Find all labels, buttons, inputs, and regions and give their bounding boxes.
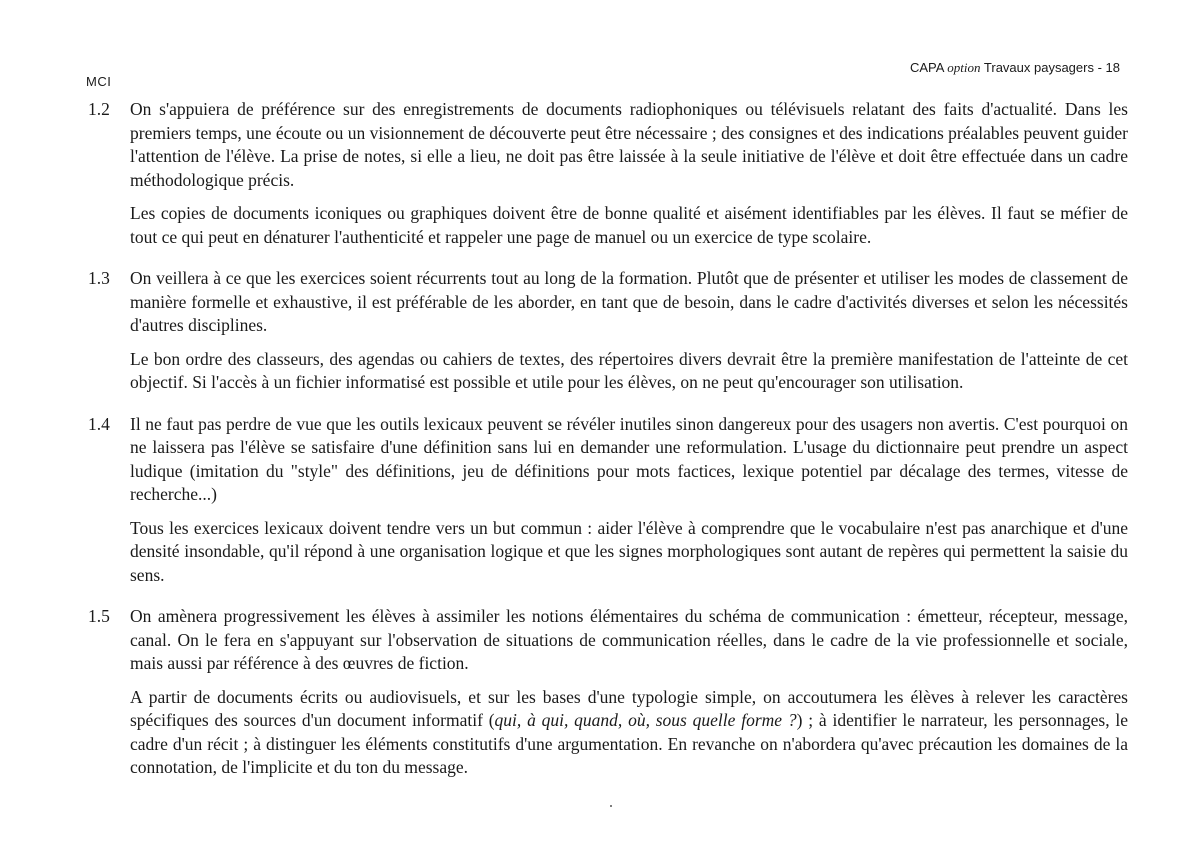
- paragraph: On s'appuiera de préférence sur des enregistrements de documents radiophoniques ou télévisuels relatant des faits d'actualité. Dans les premiers temps, une écoute ou un visionnement de découverte peut être nécessaire ; des consignes et des indications préalables peuvent guider l'attention de l'élève. La prise de notes, si elle a lieu, ne doit pas être laissée à la seule initiative de l'élève et doit être effectuée dans un cadre méthodologique précis.: [130, 99, 1128, 190]
- section-1-2: [88, 98, 1128, 259]
- header-right-option: option: [947, 60, 981, 75]
- section-paragraphs: [130, 605, 1128, 790]
- section-number: 1.5: [88, 606, 110, 626]
- paragraph-italic-questions: qui, à qui, quand, où, sous quelle forme ?: [494, 710, 797, 730]
- paragraph-text-before: A partir de documents écrits ou audiovisuels, et sur les bases d'une typologie simple, on accoutumera les élèves à relever les caractères spécifiques des sources d'un document informatif (: [130, 686, 1128, 730]
- header-right-prefix: CAPA: [909, 60, 944, 75]
- header-right-suffix: Travaux paysagers - 18: [983, 60, 1120, 75]
- section-number: 1.3: [88, 268, 110, 288]
- paragraph: Tous les exercices lexicaux doivent tendre vers un but commun : aider l'élève à comprendre que le vocabulaire n'est pas anarchique et d'une densité insondable, qu'il répond à une organisation logique et que les signes morphologiques sont autant de repères qui permettent la saisie du sens.: [130, 517, 1128, 585]
- paragraph: On amènera progressivement les élèves à assimiler les notions élémentaires du schéma de communication : émetteur, récepteur, message, canal. On le fera en s'appuyant sur l'observation de situations de communication réelles, dans le cadre de la vie professionnelle et sociale, mais aussi par référence à des œuvres de fiction.: [130, 606, 1128, 673]
- header-left-code: MCI: [86, 74, 112, 89]
- paragraph-mixed: [130, 686, 1128, 780]
- section-paragraphs: [130, 98, 1128, 259]
- section-1-5: [88, 605, 1128, 790]
- paragraph: On veillera à ce que les exercices soient récurrents tout au long de la formation. Plutôt que de présenter et utiliser les modes de classement de manière formelle et exhaustive, il est préférable de les aborder, en tant que de besoin, dans le cadre d'activités diverses et selon les nécessités d'autres disciplines.: [130, 268, 1128, 335]
- section-number: 1.4: [88, 413, 110, 434]
- section-paragraphs: [130, 413, 1128, 598]
- section-number: 1.2: [88, 99, 110, 119]
- paragraph-text-after: ) ; à identifier le narrateur, les personnages, le cadre d'un récit ; à distinguer les éléments constitutifs d'une argumentation. En revanche on n'abordera qu'avec précaution les domaines de la connotation, de l'implicite et du ton du message.: [130, 710, 1128, 777]
- header-right: [910, 60, 1120, 76]
- paragraph: Le bon ordre des classeurs, des agendas ou cahiers de textes, des répertoires divers devrait être la première manifestation de l'atteinte de cet objectif. Si l'accès à un fichier informatisé est possible et utile pour les élèves, on ne peut qu'encourager son utilisation.: [130, 348, 1128, 392]
- scan-speck: [610, 805, 612, 807]
- section-1-3: [88, 267, 1128, 405]
- document-body: [88, 98, 1128, 798]
- section-1-4: [88, 413, 1128, 598]
- paragraph: Les copies de documents iconiques ou graphiques doivent être de bonne qualité et aisément identifiables par les élèves. Il faut se méfier de tout ce qui peut en dénaturer l'authenticité et rappeler une page de manuel ou un exercice de type scolaire.: [130, 203, 1128, 247]
- paragraph: Il ne faut pas perdre de vue que les outils lexicaux peuvent se révéler inutiles sinon dangereux pour des usagers non avertis. C'est pourquoi on ne laissera pas l'élève se satisfaire d'une définition sans lui en demander une reformulation. L'usage du dictionnaire peut prendre un aspect ludique (imitation du "style" des définitions, jeu de définitions pour mots factices, lexique potentiel par décalage des termes, vitesse de recherche...): [130, 413, 1128, 504]
- section-paragraphs: [130, 267, 1128, 405]
